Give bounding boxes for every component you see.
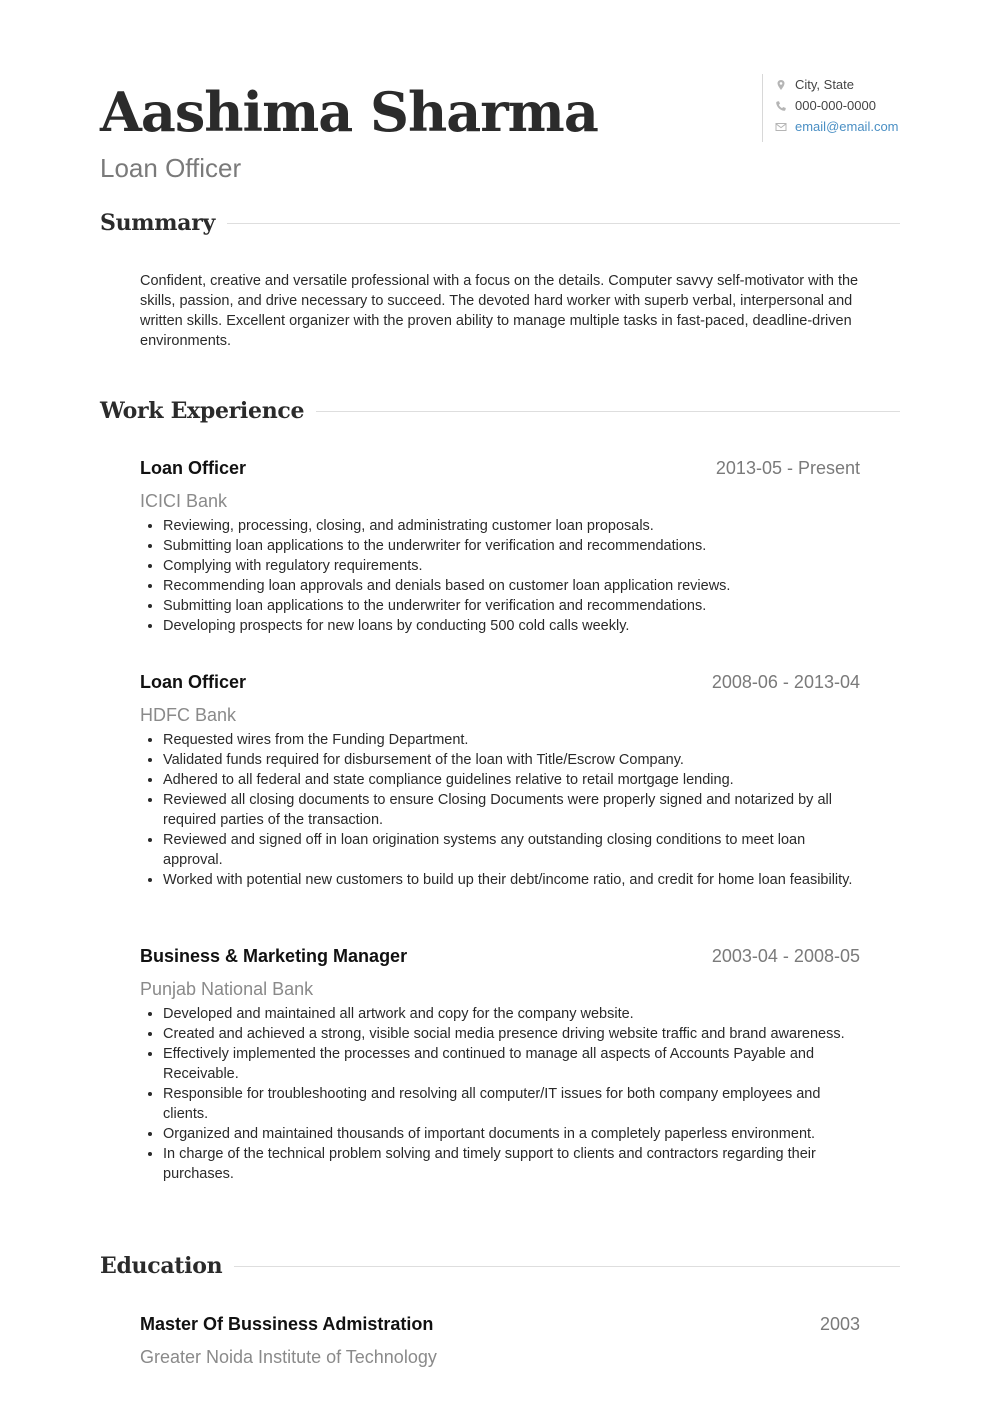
contact-phone-text: 000-000-0000 <box>795 98 876 113</box>
degree-title: Master Of Bussiness Admistration <box>140 1314 434 1334</box>
location-pin-icon <box>775 79 787 91</box>
job-bullet: • Complying with regulatory requirements. <box>163 556 860 576</box>
job-entry-2 <box>140 672 860 890</box>
job-entry-1 <box>140 458 860 636</box>
school-name: Greater Noida Institute of Technology <box>140 1347 437 1367</box>
job-bullet: • Reviewed all closing documents to ensure Closing Documents were properly signed and notarized by all required parties of the transaction. <box>163 790 860 830</box>
job-dates: 2013-05 - Present <box>715 458 860 478</box>
envelope-icon <box>775 121 787 133</box>
contact-phone <box>763 95 901 116</box>
job-bullet: • In charge of the technical problem solving and timely support to clients and contractors regarding their purchases. <box>163 1144 860 1184</box>
contact-block <box>762 74 901 142</box>
job-bullets <box>140 730 860 890</box>
summary-text: Confident, creative and versatile professional with a focus on the details. Computer savvy self-motivator with the skills, passion, and drive necessary to succeed. The devoted hard worker with superb verbal, interpersonal and written skills. Excellent organizer with the proven ability to manage multiple tasks in fast-paced, deadline-driven environments. <box>140 273 859 349</box>
job-bullet: • Developed and maintained all artwork and copy for the company website. <box>163 1004 860 1024</box>
job-employer: ICICI Bank <box>140 491 228 511</box>
job-bullet: • Adhered to all federal and state compliance guidelines relative to retail mortgage lending. <box>163 770 860 790</box>
contact-location-text: City, State <box>795 77 855 92</box>
education-heading: Education <box>100 1253 223 1279</box>
job-employer: HDFC Bank <box>140 705 237 725</box>
degree-year: 2003 <box>819 1314 860 1334</box>
job-bullet: • Responsible for troubleshooting and resolving all computer/IT issues for both company employees and clients. <box>163 1084 860 1124</box>
experience-section-heading <box>100 396 900 426</box>
job-dates: 2008-06 - 2013-04 <box>711 672 860 692</box>
job-bullet: • Created and achieved a strong, visible social media presence driving website traffic and brand awareness. <box>163 1024 860 1044</box>
summary-heading: Summary <box>100 210 215 236</box>
job-dates: 2003-04 - 2008-05 <box>711 946 860 966</box>
section-divider <box>316 411 900 412</box>
job-bullet: • Worked with potential new customers to build up their debt/income ratio, and credit for home loan feasibility. <box>163 870 860 890</box>
job-bullet: • Organized and maintained thousands of important documents in a completely paperless environment. <box>163 1124 860 1144</box>
experience-heading: Work Experience <box>100 398 305 424</box>
job-title: Loan Officer <box>140 458 247 478</box>
contact-location <box>763 74 901 95</box>
job-entry-3 <box>140 946 860 1184</box>
job-bullets <box>140 1004 860 1184</box>
section-divider <box>227 223 900 224</box>
summary-section-heading <box>100 208 900 238</box>
phone-icon <box>775 100 787 112</box>
section-divider <box>234 1266 900 1267</box>
contact-email-link[interactable]: email@email.com <box>795 119 899 134</box>
contact-email[interactable] <box>763 116 901 137</box>
job-bullet: • Recommending loan approvals and denials based on customer loan application reviews. <box>163 576 860 596</box>
job-title: Business & Marketing Manager <box>140 946 408 966</box>
education-section-heading <box>100 1251 900 1281</box>
job-bullet: • Submitting loan applications to the underwriter for verification and recommendations. <box>163 596 860 616</box>
job-title: Loan Officer <box>140 672 247 692</box>
job-bullet: • Reviewed and signed off in loan origination systems any outstanding closing conditions to meet loan approval. <box>163 830 860 870</box>
job-bullet: • Requested wires from the Funding Department. <box>163 730 860 750</box>
job-bullet: • Developing prospects for new loans by conducting 500 cold calls weekly. <box>163 616 860 636</box>
job-bullets <box>140 516 860 636</box>
job-employer: Punjab National Bank <box>140 979 314 999</box>
job-bullet: • Effectively implemented the processes and continued to manage all aspects of Accounts Payable and Receivable. <box>163 1044 860 1084</box>
candidate-role: Loan Officer <box>100 153 242 183</box>
candidate-name: Aashima Sharma <box>100 80 598 144</box>
job-bullet: • Reviewing, processing, closing, and administrating customer loan proposals. <box>163 516 860 536</box>
job-bullet: • Submitting loan applications to the underwriter for verification and recommendations. <box>163 536 860 556</box>
job-bullet: • Validated funds required for disbursement of the loan with Title/Escrow Company. <box>163 750 860 770</box>
education-entry-1 <box>140 1314 860 1370</box>
